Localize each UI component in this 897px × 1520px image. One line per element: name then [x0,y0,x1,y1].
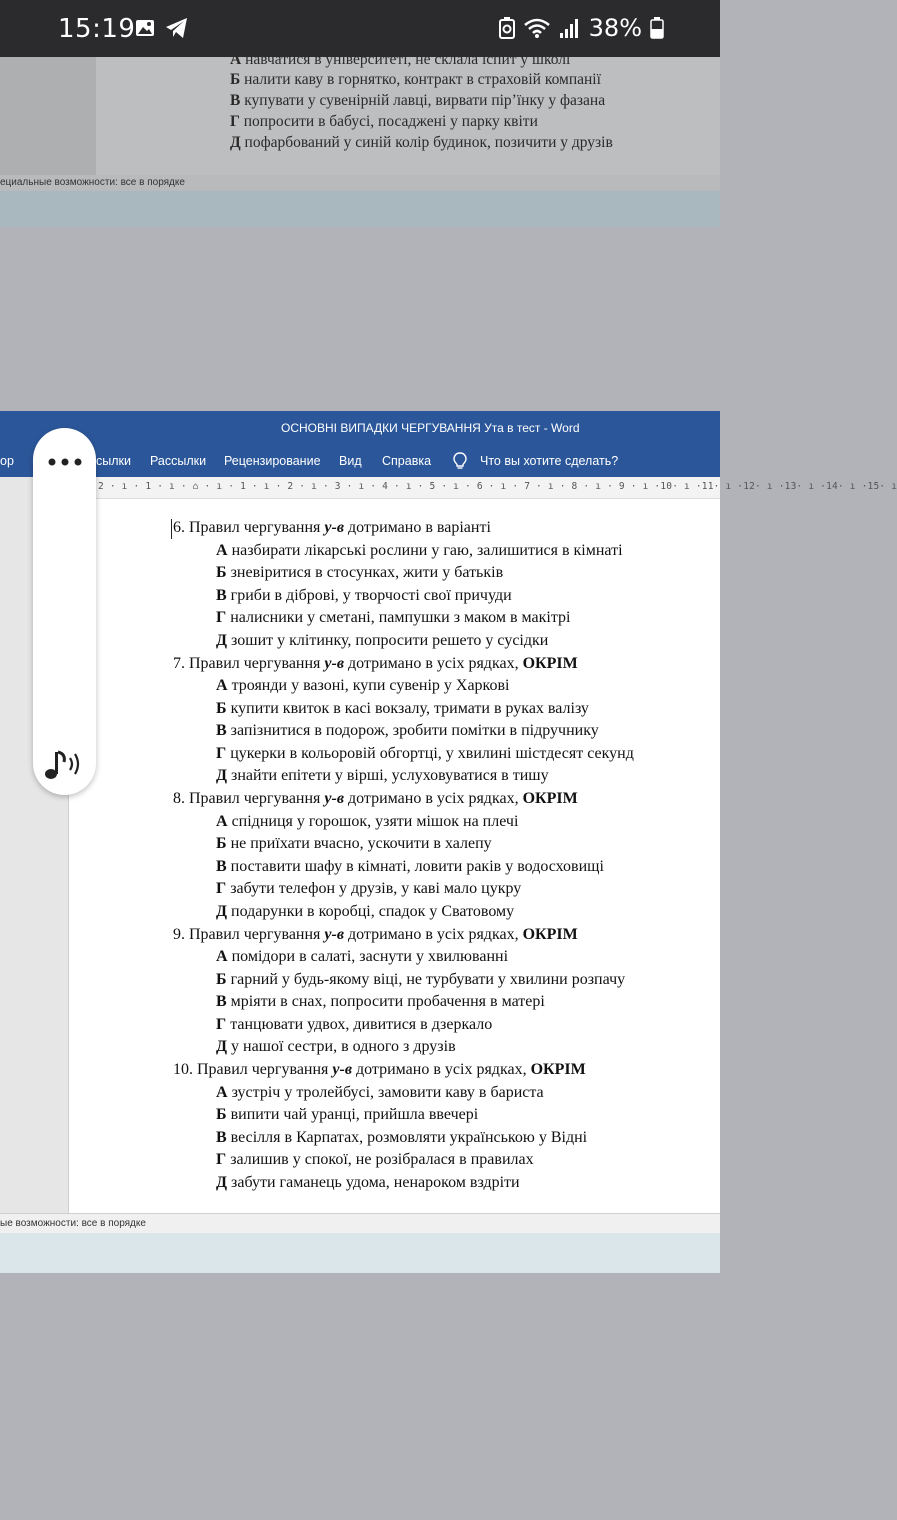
option-line: Г залишив у спокої, не розібралася в правилах [216,1151,534,1168]
option-line: В запізнитися в подорож, зробити помітки в підручнику [216,722,599,739]
signal-icon [559,17,581,39]
option-line: А помідори в салаті, заснути у хвилюванні [216,948,509,965]
lightbulb-icon [453,452,467,470]
option-line: Г забути телефон у друзів, у каві мало цукру [216,880,522,897]
option-line: А навчатися в університеті, не склала іспит у школі [230,51,571,68]
word-title-bar [0,411,720,447]
option-line: В гриби в діброві, у творчості свої причуди [216,587,512,604]
option-line: В купувати у сувенірній лавці, вирвати пір’їнку у фазана [230,92,606,109]
option-line: Д у нашої сестри, в одного з друзів [216,1038,456,1055]
option-line: А спідниця у горошок, узяти мішок на плечі [216,813,519,830]
option-line: Г налисники у сметані, пампушки з маком в макітрі [216,609,571,626]
telegram-icon [165,17,189,39]
accessibility-status: ециальные возможности: все в порядке [0,175,720,191]
tab-view[interactable]: Вид [339,454,362,468]
gallery-icon [135,18,155,38]
option-line: В мріяти в снах, попросити пробачення в матері [216,993,545,1010]
option-line: В поставити шафу в кімнаті, ловити раків у водосховищі [216,858,604,875]
battery-saver-icon [499,17,515,39]
document-page[interactable] [68,499,720,1213]
option-line: Д знайти епітети у вірші, услуховуватися в тишу [216,767,549,784]
option-line: А троянди у вазоні, купи сувенір у Харкові [216,677,510,694]
question-7: 7. Правил чергування у-в дотримано в усіх рядках, ОКРІМ [173,655,578,672]
option-line: Б гарний у будь-якому віці, не турбувати у хвилини розпачу [216,971,626,988]
document-title: ОСНОВНІ ВИПАДКИ ЧЕРГУВАННЯ Ута в тест - Word [281,421,580,435]
option-line: Г цукерки в кольоровій обгортці, у хвилині шістдесят секунд [216,745,634,762]
status-bar [0,0,720,57]
text-cursor [171,519,172,539]
tab-cut-left[interactable]: ор [0,454,14,468]
question-8: 8. Правил чергування у-в дотримано в усіх рядках, ОКРІМ [173,790,578,807]
wifi-icon [523,17,551,39]
taskbar-strip [0,1233,720,1273]
option-line: Г попросити в бабусі, посаджені у парку квіти [230,113,538,130]
tab-references[interactable]: сылки [96,454,131,468]
taskbar-strip [0,191,720,227]
more-horizontal-icon[interactable] [47,456,83,468]
question-9: 9. Правил чергування у-в дотримано в усіх рядках, ОКРІМ [173,926,578,943]
tab-help[interactable]: Справка [382,454,432,468]
option-line: А зустріч у тролейбусі, замовити каву в бариста [216,1084,544,1101]
battery-percent: 38% [588,14,642,42]
accessibility-status: ые возможности: все в порядке [0,1213,720,1233]
battery-icon [650,17,664,39]
option-line: А назбирати лікарські рослини у гаю, залишитися в кімнаті [216,542,623,559]
option-line: Д забути гаманець удома, ненароком вздріти [216,1174,520,1191]
music-audio-icon[interactable] [44,746,86,782]
option-line: Б не приїхати вчасно, ускочити в халепу [216,835,492,852]
tab-review[interactable]: Рецензирование [224,454,321,468]
previous-page-fragment [0,51,720,175]
document-area [0,499,720,1213]
question-10: 10. Правил чергування у-в дотримано в усіх рядках, ОКРІМ [173,1061,586,1078]
tab-mailings[interactable]: Рассылки [150,454,207,468]
option-line: Б випити чай уранці, прийшла ввечері [216,1106,479,1123]
option-line: Г танцювати удвох, дивитися в дзеркало [216,1016,493,1033]
option-line: Б налити каву в горнятко, контракт в страховій компанії [230,71,601,88]
floating-toolbar [33,428,96,795]
option-line: Б купити квиток в касі вокзалу, тримати в руках валізу [216,700,589,717]
clock: 15:19 [58,14,136,44]
tell-me-search[interactable]: Что вы хотите сделать? [480,454,619,468]
option-line: Д подарунки в коробці, спадок у Сватовому [216,903,515,920]
ribbon-tabs [0,447,720,477]
question-6: 6. Правил чергування у-в дотримано в варіанті [173,519,491,536]
option-line: Б зневіритися в стосунках, жити у батьків [216,564,504,581]
horizontal-ruler[interactable]: 2 · ı · 1 · ı · ⌂ · ı · 1 · ı · 2 · ı · 3 · ı · 4 · ı · 5 · ı · 6 · ı · 7 · ı · 8 · ı · 9 · ı ·10· ı ·11· ı ·12· ı ·13· ı ·14· ı ·15· ı [96,477,720,499]
option-line: В весілля в Карпатах, розмовляти українською у Відні [216,1129,588,1146]
option-line: Д зошит у клітинку, попросити решето у сусідки [216,632,549,649]
option-line: Д пофарбований у синій колір будинок, позичити у друзів [230,134,613,151]
